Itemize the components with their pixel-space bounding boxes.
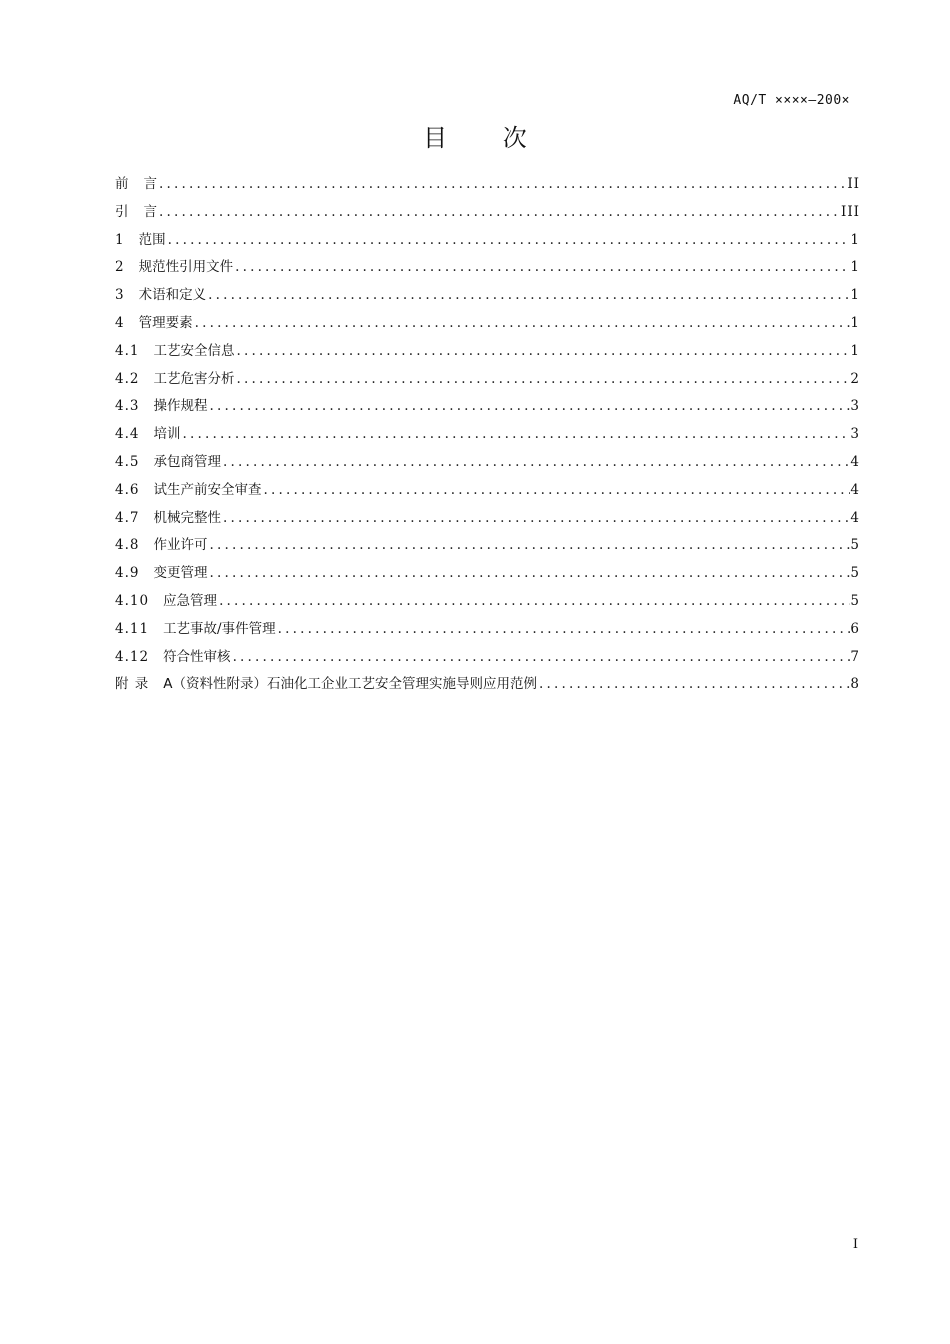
toc-entry-label: 承包商管理 xyxy=(153,453,221,470)
toc-entry-page: 5 xyxy=(850,592,860,609)
toc-entry-page: 1 xyxy=(850,287,860,304)
toc-entry-page: 4 xyxy=(850,509,860,526)
toc-dot-leader xyxy=(234,338,850,366)
toc-dot-leader xyxy=(180,421,850,449)
toc-entry-label: 工艺安全信息 xyxy=(153,342,235,359)
toc-entry-label: 机械完整性 xyxy=(153,509,221,526)
toc-entry[interactable] xyxy=(115,616,860,644)
toc-entry-number: 4.2 xyxy=(115,370,140,387)
toc-dot-leader xyxy=(157,171,847,199)
toc-entry-page: 7 xyxy=(850,648,860,665)
toc-entry[interactable] xyxy=(115,588,860,616)
toc-dot-leader xyxy=(234,366,850,394)
page-title: 目 次 xyxy=(423,124,551,152)
toc-entry[interactable] xyxy=(115,393,860,421)
toc-entry-page: 1 xyxy=(850,314,860,331)
toc-entry-page: 5 xyxy=(850,537,860,554)
toc-entry-page: II xyxy=(847,176,860,192)
toc-entry-appendix[interactable] xyxy=(115,671,860,699)
toc-dot-leader xyxy=(207,560,850,588)
toc-dot-leader xyxy=(157,199,841,227)
toc-entry-label: 范围 xyxy=(138,231,166,248)
toc-entry[interactable] xyxy=(115,477,860,505)
toc-entry-label: 变更管理 xyxy=(153,565,208,582)
toc-entry-page: 2 xyxy=(850,370,860,387)
toc-entry-number: 4.6 xyxy=(115,481,140,498)
toc-entry-page: 3 xyxy=(850,398,860,415)
toc-entry-page: 4 xyxy=(850,453,860,470)
toc-dot-leader xyxy=(221,505,850,533)
toc-entry-number: 4.12 xyxy=(115,648,150,665)
toc-entry[interactable] xyxy=(115,505,860,533)
toc-entry-page: 4 xyxy=(850,481,860,498)
toc-dot-leader xyxy=(207,532,850,560)
toc-entry-label: 规范性引用文件 xyxy=(138,259,234,276)
toc-entry-number: 4.3 xyxy=(115,398,140,415)
toc-entry[interactable] xyxy=(115,644,860,672)
toc-entry-page: 1 xyxy=(850,231,860,248)
toc-entry-number: 前 xyxy=(115,176,130,192)
toc-entry-label: 应急管理 xyxy=(163,592,218,609)
toc-entry-number: 2 xyxy=(115,259,125,276)
toc-dot-leader xyxy=(193,310,851,338)
toc-entry[interactable] xyxy=(115,560,860,588)
toc-entry-number: 4.1 xyxy=(115,342,140,359)
toc-entry[interactable] xyxy=(115,171,860,199)
toc-entry[interactable] xyxy=(115,449,860,477)
toc-dot-leader xyxy=(276,616,851,644)
toc-entry-number: 1 xyxy=(115,231,125,248)
toc-entry[interactable] xyxy=(115,421,860,449)
toc-entry-number: 4.9 xyxy=(115,565,140,582)
toc-dot-leader xyxy=(166,227,851,255)
toc-entry[interactable] xyxy=(115,254,860,282)
toc-entry-label: 言 xyxy=(143,176,157,192)
toc-entry-label: 作业许可 xyxy=(153,537,208,554)
toc-entry-page: 5 xyxy=(850,565,860,582)
toc-entry[interactable] xyxy=(115,199,860,227)
toc-entry-page: 1 xyxy=(850,259,860,276)
toc-entry-label: 试生产前安全审查 xyxy=(153,481,262,498)
toc-entry-page: 6 xyxy=(850,620,860,637)
toc-entry-page: 8 xyxy=(850,676,860,693)
toc-entry-number: 4.11 xyxy=(115,620,150,637)
toc-dot-leader xyxy=(537,671,850,699)
toc-entry[interactable] xyxy=(115,338,860,366)
page-number: I xyxy=(852,1237,858,1252)
toc-entry-number: 4.7 xyxy=(115,509,140,526)
toc-dot-leader xyxy=(233,254,850,282)
toc-entry-label: 符合性审核 xyxy=(163,648,231,665)
toc-entry-label: 工艺事故/事件管理 xyxy=(163,620,276,637)
toc-entry-number: 3 xyxy=(115,287,125,304)
toc-entry[interactable] xyxy=(115,282,860,310)
toc-dot-leader xyxy=(207,393,850,421)
toc-entry-page: 1 xyxy=(850,342,860,359)
toc-entry[interactable] xyxy=(115,227,860,255)
toc-entry-label: 工艺危害分析 xyxy=(153,370,235,387)
toc-entry-number: 附 录 xyxy=(115,676,150,693)
toc-dot-leader xyxy=(261,477,850,505)
toc-entry[interactable] xyxy=(115,532,860,560)
toc-entry-label: 培训 xyxy=(153,426,181,443)
toc-entry[interactable] xyxy=(115,310,860,338)
toc-entry-number: 引 xyxy=(115,203,130,220)
toc-dot-leader xyxy=(221,449,850,477)
toc-entry-label: 言 xyxy=(143,203,157,220)
toc-entry-number: 4 xyxy=(115,314,125,331)
table-of-contents xyxy=(115,171,860,699)
toc-entry-label: 操作规程 xyxy=(153,398,208,415)
toc-entry-number: 4.10 xyxy=(115,592,150,609)
toc-entry-number: 4.4 xyxy=(115,426,140,443)
toc-entry-label: A（资料性附录）石油化工企业工艺安全管理实施导则应用范例 xyxy=(163,676,538,693)
toc-dot-leader xyxy=(231,644,851,672)
toc-dot-leader xyxy=(206,282,850,310)
toc-entry-number: 4.8 xyxy=(115,537,140,554)
toc-entry-number: 4.5 xyxy=(115,453,140,470)
toc-entry-page: 3 xyxy=(850,426,860,443)
toc-entry-page: III xyxy=(841,203,860,220)
toc-entry[interactable] xyxy=(115,366,860,394)
toc-dot-leader xyxy=(217,588,850,616)
document-code: AQ/T ××××—200× xyxy=(733,93,850,108)
toc-entry-label: 术语和定义 xyxy=(138,287,207,304)
toc-entry-label: 管理要素 xyxy=(138,314,193,331)
